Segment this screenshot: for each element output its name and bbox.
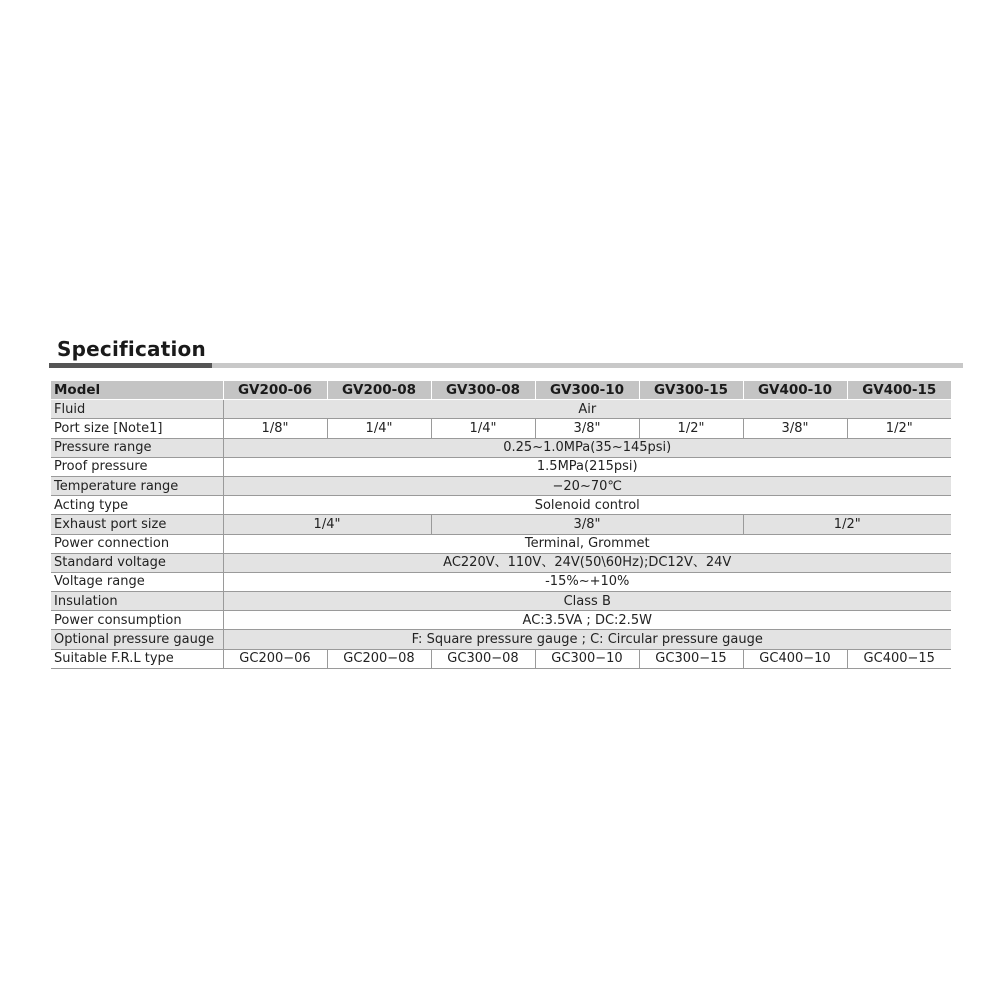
model-column-header: GV300-08	[431, 381, 535, 400]
row-label: Proof pressure	[51, 457, 223, 476]
model-column-header: GV200-08	[327, 381, 431, 400]
table-cell: AC:3.5VA ; DC:2.5W	[223, 611, 951, 630]
table-row	[51, 515, 951, 534]
title-underline-accent	[49, 363, 212, 368]
table-cell: 3/8"	[535, 419, 639, 438]
row-label: Pressure range	[51, 438, 223, 457]
table-cell: 1/4"	[431, 419, 535, 438]
specification-table	[51, 381, 951, 669]
row-label: Port size [Note1]	[51, 419, 223, 438]
table-row	[51, 419, 951, 438]
row-label: Power consumption	[51, 611, 223, 630]
row-label: Exhaust port size	[51, 515, 223, 534]
table-row	[51, 534, 951, 553]
row-label: Power connection	[51, 534, 223, 553]
table-cell: AC220V、110V、24V(50\60Hz);DC12V、24V	[223, 553, 951, 572]
row-label: Voltage range	[51, 572, 223, 591]
table-row	[51, 630, 951, 649]
table-cell: 3/8"	[431, 515, 743, 534]
model-column-header: GV300-10	[535, 381, 639, 400]
row-label: Fluid	[51, 400, 223, 419]
table-body	[51, 400, 951, 669]
table-cell: 1/2"	[639, 419, 743, 438]
row-label: Insulation	[51, 592, 223, 611]
row-label: Optional pressure gauge	[51, 630, 223, 649]
table-cell: -15%~+10%	[223, 572, 951, 591]
table-cell: F: Square pressure gauge ; C: Circular pressure gauge	[223, 630, 951, 649]
table-cell: GC200−08	[327, 649, 431, 668]
table-row	[51, 438, 951, 457]
table-row	[51, 496, 951, 515]
table-header-row	[51, 381, 951, 400]
table-cell: Class B	[223, 592, 951, 611]
model-column-header: GV400-15	[847, 381, 951, 400]
table-cell: GC400−15	[847, 649, 951, 668]
page-title: Specification	[57, 337, 206, 361]
table-cell: Terminal, Grommet	[223, 534, 951, 553]
table-row	[51, 572, 951, 591]
row-label: Acting type	[51, 496, 223, 515]
table-cell: 0.25~1.0MPa(35~145psi)	[223, 438, 951, 457]
model-column-header: GV400-10	[743, 381, 847, 400]
table-row	[51, 611, 951, 630]
table-cell: 1/4"	[327, 419, 431, 438]
table-cell: −20~70℃	[223, 476, 951, 495]
table-cell: GC300−10	[535, 649, 639, 668]
table-cell: 3/8"	[743, 419, 847, 438]
table-row	[51, 592, 951, 611]
table-cell: 1/4"	[223, 515, 431, 534]
table-cell: Air	[223, 400, 951, 419]
table-cell: GC400−10	[743, 649, 847, 668]
table-cell: 1/2"	[847, 419, 951, 438]
model-column-header: GV300-15	[639, 381, 743, 400]
table-row	[51, 457, 951, 476]
table-cell: 1/8"	[223, 419, 327, 438]
table-cell: 1/2"	[743, 515, 951, 534]
table-cell: GC200−06	[223, 649, 327, 668]
model-header: Model	[51, 381, 223, 400]
table-row	[51, 553, 951, 572]
row-label: Suitable F.R.L type	[51, 649, 223, 668]
table-cell: GC300−08	[431, 649, 535, 668]
row-label: Standard voltage	[51, 553, 223, 572]
table-cell: GC300−15	[639, 649, 743, 668]
row-label: Temperature range	[51, 476, 223, 495]
table-cell: Solenoid control	[223, 496, 951, 515]
table-row	[51, 476, 951, 495]
table-row	[51, 649, 951, 668]
model-column-header: GV200-06	[223, 381, 327, 400]
table-cell: 1.5MPa(215psi)	[223, 457, 951, 476]
table-row	[51, 400, 951, 419]
